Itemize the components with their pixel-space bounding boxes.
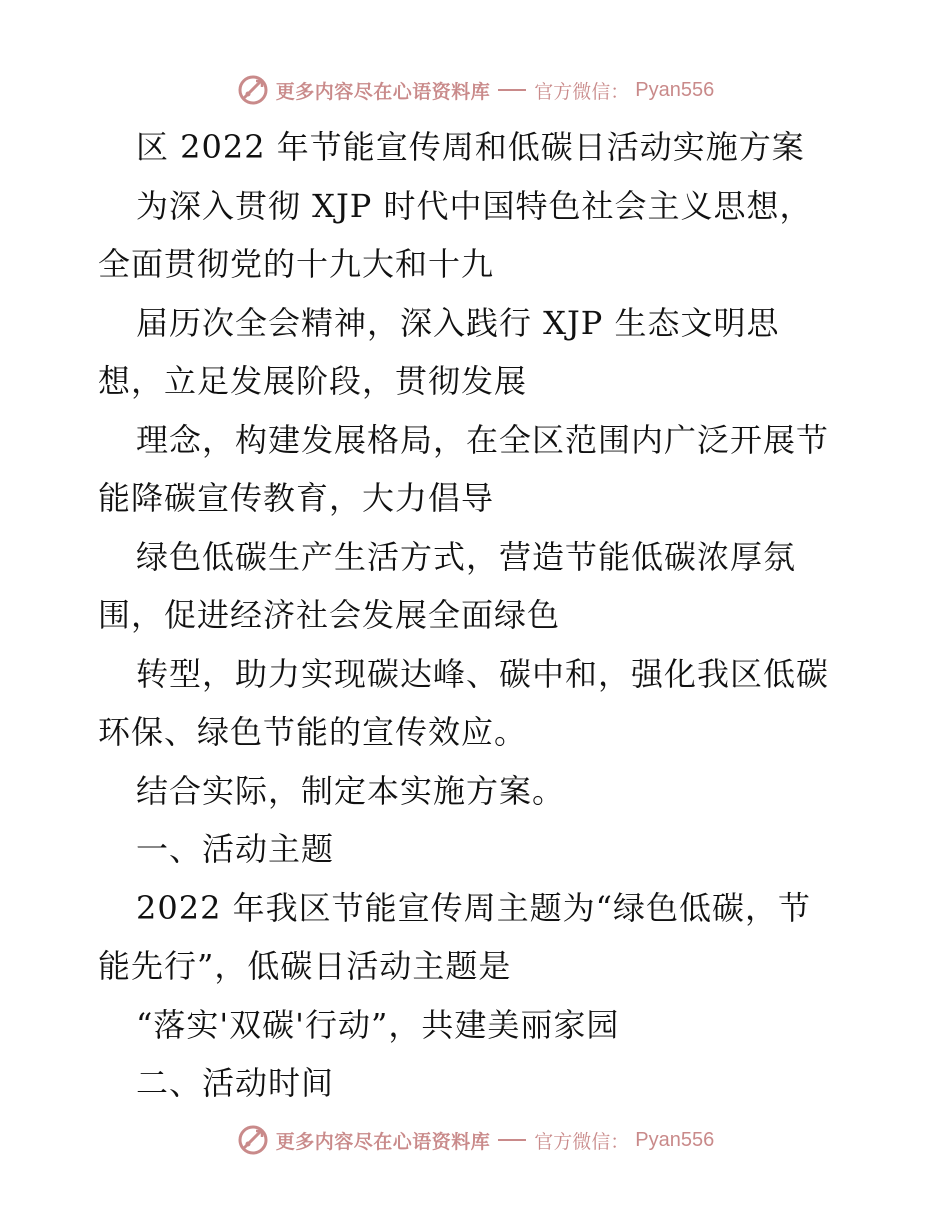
watermark-dash <box>498 89 526 91</box>
document-line: 区 2022 年节能宣传周和低碳日活动实施方案 <box>136 128 805 166</box>
document-line: 二、活动时间 <box>136 1064 335 1102</box>
watermark-wechat-label: 官方微信： <box>534 80 630 103</box>
document-line: 届历次全会精神，深入践行 XJP 生态文明思 <box>136 303 780 342</box>
document-line: 一、活动主题 <box>136 830 335 868</box>
watermark-header <box>0 70 950 110</box>
document-line: 能降碳宣传教育，大力倡导 <box>98 479 495 517</box>
document-line: 围，促进经济社会发展全面绿色 <box>98 596 561 634</box>
document-line: 结合实际，制定本实施方案。 <box>136 771 566 810</box>
watermark-wechat-id: Pyan556 <box>635 78 715 101</box>
document-body <box>98 118 858 1113</box>
watermark-brand-text: 更多内容尽在心语资料库 <box>275 80 491 103</box>
watermark-brand-text: 更多内容尽在心语资料库 <box>275 1130 491 1153</box>
logo-icon <box>236 73 270 107</box>
document-line: 绿色低碳生产生活方式，营造节能低碳浓厚氛 <box>136 537 797 576</box>
document-line: 理念，构建发展格局，在全区范围内广泛开展节 <box>136 420 830 459</box>
document-line: 2022 年我区节能宣传周主题为“绿色低碳，节 <box>136 888 811 927</box>
logo-icon <box>236 1123 270 1157</box>
watermark-wechat-label: 官方微信： <box>534 1130 630 1153</box>
document-line: 环保、绿色节能的宣传效应。 <box>98 713 528 751</box>
document-line: 全面贯彻党的十九大和十九 <box>98 245 495 283</box>
document-line: 转型，助力实现碳达峰、碳中和，强化我区低碳 <box>136 654 830 693</box>
watermark-footer <box>0 1120 950 1160</box>
watermark-wechat-id: Pyan556 <box>635 1128 715 1151</box>
document-line: 为深入贯彻 XJP 时代中国特色社会主义思想， <box>136 186 813 225</box>
document-line: “落实'双碳'行动”，共建美丽家园 <box>136 1005 620 1044</box>
document-line: 想，立足发展阶段，贯彻发展 <box>98 362 528 400</box>
document-line: 能先行”，低碳日活动主题是 <box>98 947 512 985</box>
watermark-dash <box>498 1139 526 1141</box>
